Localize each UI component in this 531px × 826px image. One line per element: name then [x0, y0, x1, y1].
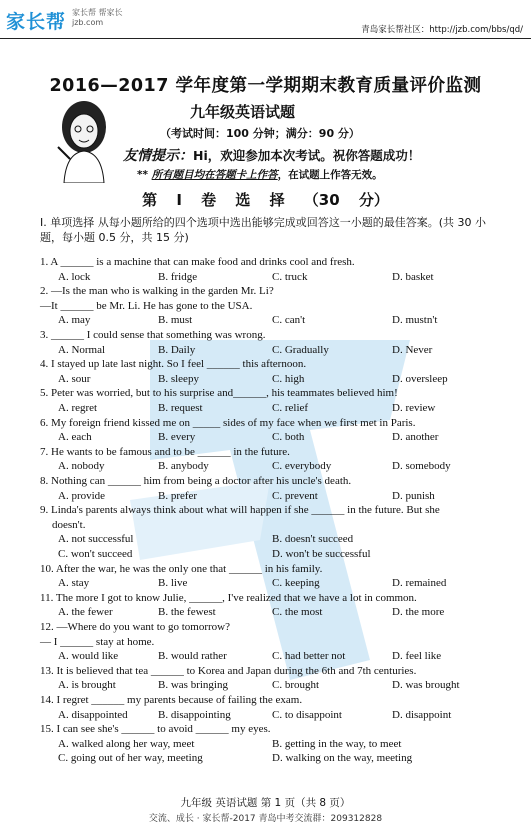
note-rest: ，在试题上作答无效。	[277, 169, 383, 181]
answer-option[interactable]: D. somebody	[392, 460, 451, 473]
answer-option[interactable]: B. prefer	[158, 489, 198, 502]
note-prefix: **	[137, 169, 148, 181]
friendly-tip	[123, 145, 420, 165]
exam-title: 2016—2017 学年度第一学期期末教育质量评价监测	[49, 76, 482, 96]
answer-option[interactable]: A. would like	[58, 650, 119, 663]
answer-option[interactable]: C. everybody	[272, 460, 332, 473]
question-stem-continued: —It ______ be Mr. Li. He has gone to the USA.	[40, 299, 253, 312]
answer-option[interactable]: C. brought	[272, 679, 320, 692]
question-stem: 12. —Where do you want to go tomorrow?	[40, 621, 231, 633]
question-stem-continued: — I ______ stay at home.	[40, 635, 155, 648]
answer-option[interactable]: B. the fewest	[158, 606, 216, 619]
answer-option[interactable]: A. provide	[58, 489, 106, 502]
answer-option[interactable]: B. must	[158, 314, 193, 327]
question-stem: 15. I can see she's ______ to avoid ______ my eyes.	[40, 723, 271, 736]
answer-option[interactable]: B. disappointing	[158, 708, 231, 721]
answer-option[interactable]: A. is brought	[58, 679, 116, 692]
answer-option[interactable]: B. fridge	[158, 270, 198, 283]
answer-option[interactable]: A. not successful	[58, 533, 134, 546]
answer-option[interactable]: D. Never	[392, 343, 433, 356]
instructions: I. 单项选择 从每小题所给的四个选项中选出能够完成或回答这一小题的最佳答案。(共 30 小题，每小题 0.5 分，共 15 分)	[40, 216, 487, 244]
answer-option[interactable]: D. mustn't	[392, 314, 438, 327]
answer-option[interactable]: B. live	[158, 577, 188, 590]
question-stem: 10. After the war, he was the only one that ______ in his family.	[40, 562, 323, 575]
answer-option[interactable]: C. high	[272, 372, 305, 385]
group-footer: 交流、成长 · 家长帮-2017 青岛中考交流群：209312828	[148, 814, 383, 824]
answer-option[interactable]: A. Normal	[58, 343, 106, 356]
answer-option[interactable]: D. remained	[392, 577, 447, 590]
logo-tagline	[72, 8, 123, 28]
question-stem: 8. Nothing can ______ him from being a doctor after his uncle's death.	[40, 475, 352, 487]
answer-option[interactable]: A. each	[58, 431, 92, 444]
answer-option[interactable]: D. oversleep	[392, 372, 448, 385]
header-divider	[0, 38, 531, 39]
answer-option[interactable]: B. sleepy	[158, 372, 199, 385]
answer-option[interactable]: B. Daily	[158, 343, 196, 356]
question-stem: 7. He wants to be famous and to be ______ in the future.	[40, 445, 290, 458]
answer-option[interactable]: A. walked along her way, meet	[58, 737, 195, 750]
answer-option[interactable]: C. relief	[272, 402, 309, 414]
answer-option[interactable]: D. feel like	[392, 650, 442, 663]
answer-option[interactable]: B. anybody	[158, 460, 209, 473]
note-underlined: 所有题目均在答题卡上作答	[151, 169, 278, 181]
answer-option[interactable]: B. request	[158, 402, 203, 414]
answer-option[interactable]: B. every	[158, 431, 196, 444]
answer-option[interactable]: A. stay	[58, 577, 90, 590]
answer-option[interactable]: A. the fewer	[58, 606, 113, 619]
logo-tagline-1: 家长帮 帮家长	[72, 8, 123, 17]
answer-option[interactable]: D. walking on the way, meeting	[272, 752, 413, 765]
answer-option[interactable]: C. prevent	[272, 489, 318, 502]
tip-text: Hi，欢迎参加本次考试。祝你答题成功！	[193, 148, 421, 163]
teacher-avatar-icon	[50, 97, 118, 183]
exam-subtitle: 九年级英语试题	[190, 103, 296, 121]
answer-option[interactable]: B. doesn't succeed	[272, 533, 354, 546]
answer-option[interactable]: D. another	[392, 431, 439, 444]
answer-option[interactable]: C. Gradually	[272, 343, 329, 356]
answer-option[interactable]: C. had better not	[272, 650, 346, 663]
answer-option[interactable]: D. basket	[392, 270, 434, 283]
answer-option[interactable]: A. regret	[58, 402, 98, 414]
answer-option[interactable]: A. nobody	[58, 460, 105, 473]
answer-option[interactable]: C. to disappoint	[272, 708, 342, 721]
question-stem: 5. Peter was worried, but to his surprise and______, his teammates believed him!	[40, 387, 398, 400]
tip-lead: 友情提示：	[123, 148, 193, 164]
question-stem: 9. Linda's parents always think about what will happen if she ______ in the future. But she	[40, 504, 440, 517]
answer-option[interactable]: B. was bringing	[158, 679, 228, 692]
answer-option[interactable]: D. the more	[392, 606, 445, 619]
answer-option[interactable]: C. truck	[272, 270, 308, 283]
question-stem: 1. A ______ is a machine that can make food and drinks cool and fresh.	[40, 256, 355, 268]
question-stem: 14. I regret ______ my parents because of failing the exam.	[40, 694, 303, 706]
answer-option[interactable]: C. both	[272, 431, 305, 444]
answer-option[interactable]: C. keeping	[272, 577, 320, 590]
site-url[interactable]: 青岛家长帮社区：http://jzb.com/bbs/qd/	[361, 25, 523, 35]
question-stem: 6. My foreign friend kissed me on _____ sides of my face when we first met in Paris.	[40, 416, 416, 429]
answer-option[interactable]: D. disappoint	[392, 708, 452, 721]
answer-note	[137, 167, 383, 182]
answer-option[interactable]: C. can't	[272, 314, 306, 327]
question-stem: 4. I stayed up late last night. So I feel ______ this afternoon.	[40, 358, 307, 371]
answer-option[interactable]: B. would rather	[158, 650, 227, 663]
question-stem: 11. The more I got to know Julie, ______, I've realized that we have a lot in common.	[40, 591, 417, 604]
answer-option[interactable]: D. review	[392, 402, 436, 414]
answer-option[interactable]: A. sour	[58, 372, 91, 385]
answer-option[interactable]: B. getting in the way, to meet	[272, 737, 402, 750]
page-footer: 九年级 英语试题 第 1 页（共 8 页）	[180, 797, 351, 809]
answer-option[interactable]: C. won't succeed	[58, 548, 133, 560]
answer-option[interactable]: D. won't be successful	[272, 548, 371, 560]
exam-time-info: （考试时间：100 分钟；满分：90 分）	[160, 127, 360, 140]
answer-option[interactable]: D. was brought	[392, 679, 460, 692]
answer-option[interactable]: C. going out of her way, meeting	[58, 752, 203, 765]
answer-option[interactable]: A. lock	[58, 270, 91, 283]
question-stem-continued: doesn't.	[52, 518, 86, 531]
site-logo[interactable]: 家长帮	[6, 11, 67, 33]
answer-option[interactable]: A. may	[58, 314, 91, 327]
answer-option[interactable]: A. disappointed	[58, 708, 128, 721]
question-stem: 13. It is believed that tea ______ to Korea and Japan during the 6th and 7th centuries.	[40, 664, 417, 677]
logo-tagline-2: jzb.com	[72, 18, 104, 27]
answer-option[interactable]: D. punish	[392, 489, 435, 502]
question-stem: 2. —Is the man who is walking in the garden Mr. Li?	[40, 285, 274, 298]
answer-option[interactable]: C. the most	[272, 606, 323, 619]
question-stem: 3. ______ I could sense that something was wrong.	[40, 329, 266, 341]
section-heading: 第 Ⅰ 卷 选 择 （30 分）	[142, 191, 389, 209]
